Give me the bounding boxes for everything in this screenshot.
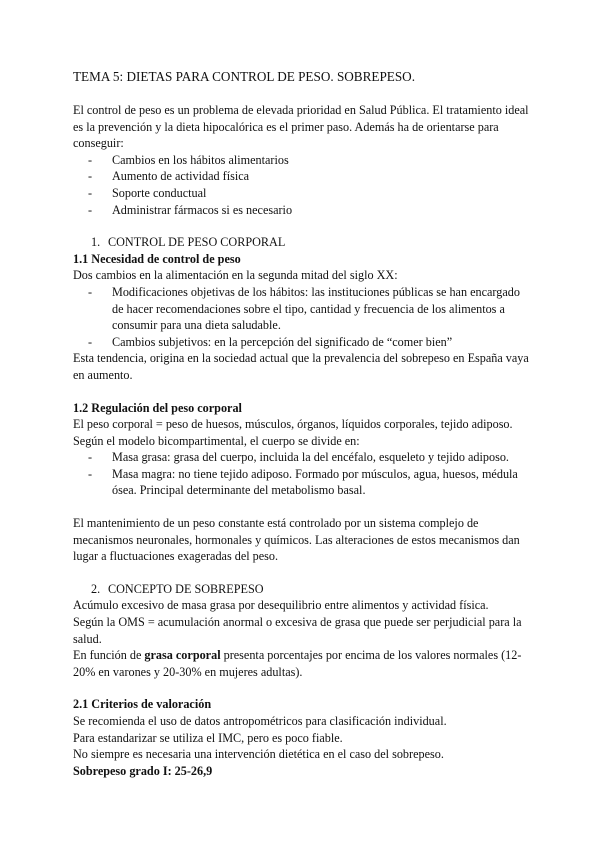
section-number: 1. [91,235,101,250]
list-item: - Cambios subjetivos: en la percepción del significado de “comer bien” [73,334,533,351]
subsection-1-1-text: Dos cambios en la alimentación en la segunda mitad del siglo XX: [73,268,398,283]
section-title: CONCEPTO DE SOBREPESO [108,581,264,596]
subsection-2-1-line: Para estandarizar se utiliza el IMC, pero es poco fiable. [73,730,343,745]
list-item: - Cambios en los hábitos alimentarios [73,152,533,169]
text-fragment: presenta porcentajes por encima de los valores normales (12-20% en varones y 20-30% en mujeres adultas). [73,648,522,679]
section-2-line-2: Según la OMS = acumulación anormal o excesiva de grasa que puede ser perjudicial para la salud. [73,615,522,646]
subsection-1-2-list [73,449,533,499]
intro-paragraph: El control de peso es un problema de elevada prioridad en Salud Pública. El tratamiento ideal es la prevención y la dieta hipocalórica es el primer paso. Además ha de orientarse para conseguir: [73,103,529,151]
list-item: - Soporte conductual [73,185,533,202]
subsection-2-1-bold-line: Sobrepeso grado I: 25-26,9 [73,763,213,778]
text-fragment: En función de [73,648,145,663]
section-2-line-1: Acúmulo excesivo de masa grasa por desequilibrio entre alimentos y actividad física. [73,598,489,613]
section-number: 2. [91,581,101,596]
subsection-2-1-line: Se recomienda el uso de datos antropométricos para clasificación individual. [73,714,447,728]
section-title: CONTROL DE PESO CORPORAL [108,235,286,250]
list-item: - Masa magra: no tiene tejido adiposo. Formado por músculos, agua, huesos, médula ósea. Principal determinante del metabolismo basal. [73,466,533,499]
subsection-2-1-heading: 2.1 Criterios de valoración [73,697,212,712]
intro-list [73,152,533,218]
subsection-1-2-text: El peso corporal = peso de huesos, músculos, órganos, líquidos corporales, tejido adiposo. Según el modelo bicompartimental, el cuerpo se divide en: [73,417,513,448]
document-page [73,68,533,779]
subsection-1-2-heading: 1.2 Regulación del peso corporal [73,400,242,415]
list-item: - Masa grasa: grasa del cuerpo, incluida la del encéfalo, esqueleto y tejido adiposo. [73,449,533,466]
document-title: TEMA 5: DIETAS PARA CONTROL DE PESO. SOBREPESO. [73,69,415,84]
subsection-1-1-list [73,284,533,350]
list-item: - Administrar fármacos si es necesario [73,202,533,219]
section-2-heading [73,581,533,598]
section-1-heading [73,234,533,251]
section-2-line-3 [73,647,533,680]
list-item: - Aumento de actividad física [73,168,533,185]
bold-term: grasa corporal [144,648,221,663]
subsection-2-1-line: No siempre es necesaria una intervención dietética en el caso del sobrepeso. [73,747,444,762]
subsection-1-2-conclusion: El mantenimiento de un peso constante está controlado por un sistema complejo de mecanismos neuronales, hormonales y químicos. Las alteraciones de estos mecanismos dan lugar a fluctuaciones exageradas del peso. [73,516,520,564]
subsection-1-1-conclusion: Esta tendencia, origina en la sociedad actual que la prevalencia del sobrepeso en España vaya en aumento. [73,351,529,382]
list-item: - Modificaciones objetivas de los hábitos: las instituciones públicas se han encargado de hacer recomendaciones sobre el tipo, cantidad y frecuencia de los alimentos a consumir para una dieta saludable. [73,284,533,334]
subsection-1-1-heading: 1.1 Necesidad de control de peso [73,251,241,266]
